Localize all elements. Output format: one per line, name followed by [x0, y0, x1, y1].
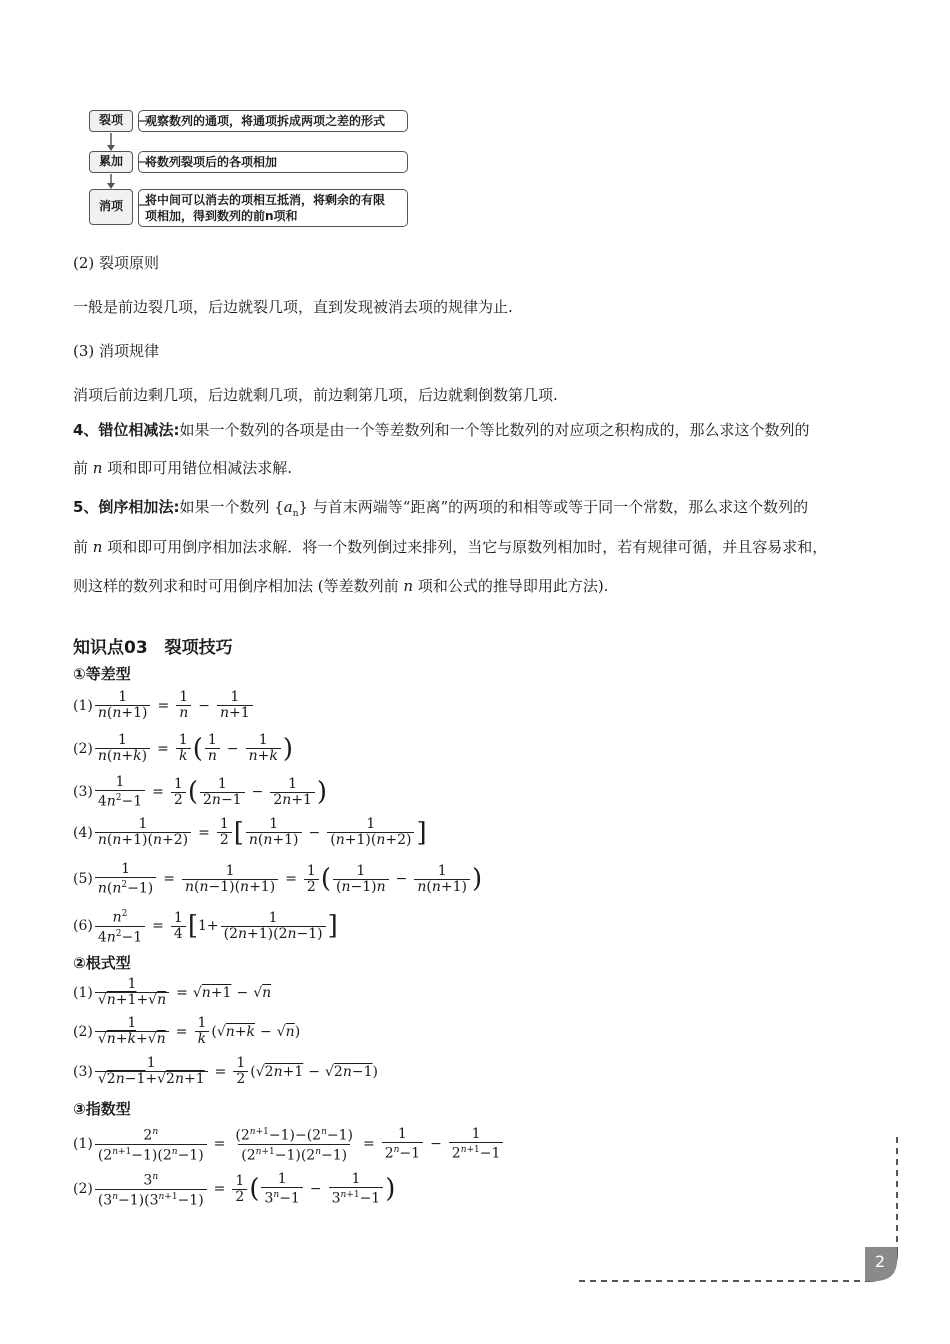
label-reverse: 5、倒序相加法: — [73, 498, 180, 516]
flow-box-cancel-line1: 将中间可以消去的项相互抵消，将剩余的有限 — [145, 193, 386, 207]
paragraph-split-principle: 一般是前边裂几项，后边就裂几项，直到发现被消去项的规律为止. — [73, 298, 513, 316]
reverse-text-3a: 则这样的数列求和时可用倒序相加法 (等差数列前 — [73, 577, 404, 595]
paragraph-dislocation-line2 — [73, 458, 292, 478]
flow-box-split: 观察数列的通项，将通项拆成两项之差的形式 — [138, 110, 408, 132]
reverse-text-1b: } 与首末两端等“距离”的两项的和相等或等于同一个常数，那么求这个数列的 — [298, 498, 809, 516]
paragraph-reverse-line1 — [73, 497, 808, 524]
dislocation-text-2b: 项和即可用错位相减法求解. — [102, 459, 292, 477]
subheading-arithmetic: ①等差型 — [73, 665, 131, 683]
var-a-sub: n — [292, 509, 299, 519]
formula-5: (5) $\frac{1}{n(n^2-1)}$ = $\frac{1}{n(n-1)(n+1)}$ = $\frac{1}{2}$ ( $\frac{1}{(n-1)n}$ − $\frac{1}{n(n+1)}$ ) — [73, 861, 483, 897]
reverse-text-3b: 项和公式的推导即用此方法). — [413, 577, 609, 595]
flow-label-split: 裂项 — [89, 110, 133, 132]
section-title: 知识点03 裂项技巧 — [73, 638, 233, 658]
reverse-text-2a: 前 — [73, 538, 93, 556]
formula-4: (4) $\frac{1}{n(n+1)(n+2)}$ = $\frac{1}{2}$ [ $\frac{1}{n(n+1)}$ − $\frac{1}{(n+1)(n+2)}$ ] — [73, 816, 427, 848]
var-n-2: n — [92, 538, 103, 556]
formula-exp-2: (2) $\frac{3^n}{(3^n-1)(3^{n+1}-1)}$ = $\frac{1}{2}$ ( $\frac{1}{3^n-1}$ − $\frac{1}{3^{n+1}-1}$ ) — [73, 1170, 396, 1209]
flow-label-cancel: 消项 — [89, 189, 133, 225]
heading-cancel-rule: (3) 消项规律 — [73, 342, 160, 360]
formula-2: (2) $\frac{1}{n(n+k)}$ = $\frac{1}{k}$ ( $\frac{1}{n}$ − $\frac{1}{n+k}$ ) — [73, 732, 294, 764]
flow-box-cancel — [138, 189, 408, 227]
dislocation-text-2a: 前 — [73, 459, 93, 477]
page-corner-decoration — [575, 1135, 905, 1285]
var-n-3: n — [403, 577, 414, 595]
flow-box-sum: 将数列裂项后的各项相加 — [138, 151, 408, 173]
label-dislocation: 4、错位相减法: — [73, 421, 180, 439]
var-a: a — [283, 498, 293, 516]
formula-3: (3) $\frac{1}{4n^2-1}$ = $\frac{1}{2}$ ( $\frac{1}{2n-1}$ − $\frac{1}{2n+1}$ ) — [73, 774, 328, 810]
formula-exp-1: (1) $\frac{2^n}{(2^{n+1}-1)(2^n-1)}$ = $\frac{(2^{n+1}-1)-(2^n-1)}{(2^{n+1}-1)(2^n-1)}$ = $\frac{1}{2^n-1}$ − $\frac{1}{2^{n+1}-1}$ — [73, 1125, 505, 1163]
formula-root-2: (2) $\frac{1}{√n+k+√n}$ = $\frac{1}{k}$ (√ n+k − √ n ) — [73, 1015, 301, 1047]
formula-root-1: (1) $\frac{1}{√n+1+√n}$ = √ n+1 − √ n — [73, 976, 272, 1008]
formula-root-3: (3) $\frac{1}{√2n-1+√2n+1}$ = $\frac{1}{2}$ (√ 2n+1 − √ 2n−1 ) — [73, 1055, 378, 1087]
subheading-exponential: ③指数型 — [73, 1100, 131, 1118]
flow-box-cancel-line2: 项相加，得到数列的前n项和 — [145, 209, 298, 223]
paragraph-reverse-line3 — [73, 576, 608, 596]
paragraph-reverse-line2 — [73, 537, 827, 557]
flow-label-sum: 累加 — [89, 151, 133, 173]
reverse-text-1a: 如果一个数列 { — [179, 498, 284, 516]
formula-6: (6) $\frac{n^2}{4n^2-1}$ = $\frac{1}{4}$ [ 1+ $\frac{1}{(2n+1)(2n-1)}$ ] — [73, 909, 338, 946]
heading-split-principle: (2) 裂项原则 — [73, 254, 160, 272]
reverse-text-2b: 项和即可用倒序相加法求解．将一个数列倒过来排列，当它与原数列相加时，若有规律可循，并且容易求和， — [102, 538, 828, 556]
paragraph-cancel-rule: 消项后前边剩几项，后边就剩几项，前边剩第几项，后边就剩倒数第几项. — [73, 386, 558, 404]
var-n: n — [92, 459, 103, 477]
paragraph-dislocation-line1 — [73, 420, 809, 440]
subheading-radical: ②根式型 — [73, 954, 131, 972]
dislocation-text-1: 如果一个数列的各项是由一个等差数列和一个等比数列的对应项之积构成的，那么求这个数列的 — [179, 421, 810, 439]
formula-1: (1) $\frac{1}{n(n+1)}$ = $\frac{1}{n}$ − $\frac{1}{n+1}$ — [73, 690, 255, 721]
page-number: 2 — [874, 1252, 886, 1271]
